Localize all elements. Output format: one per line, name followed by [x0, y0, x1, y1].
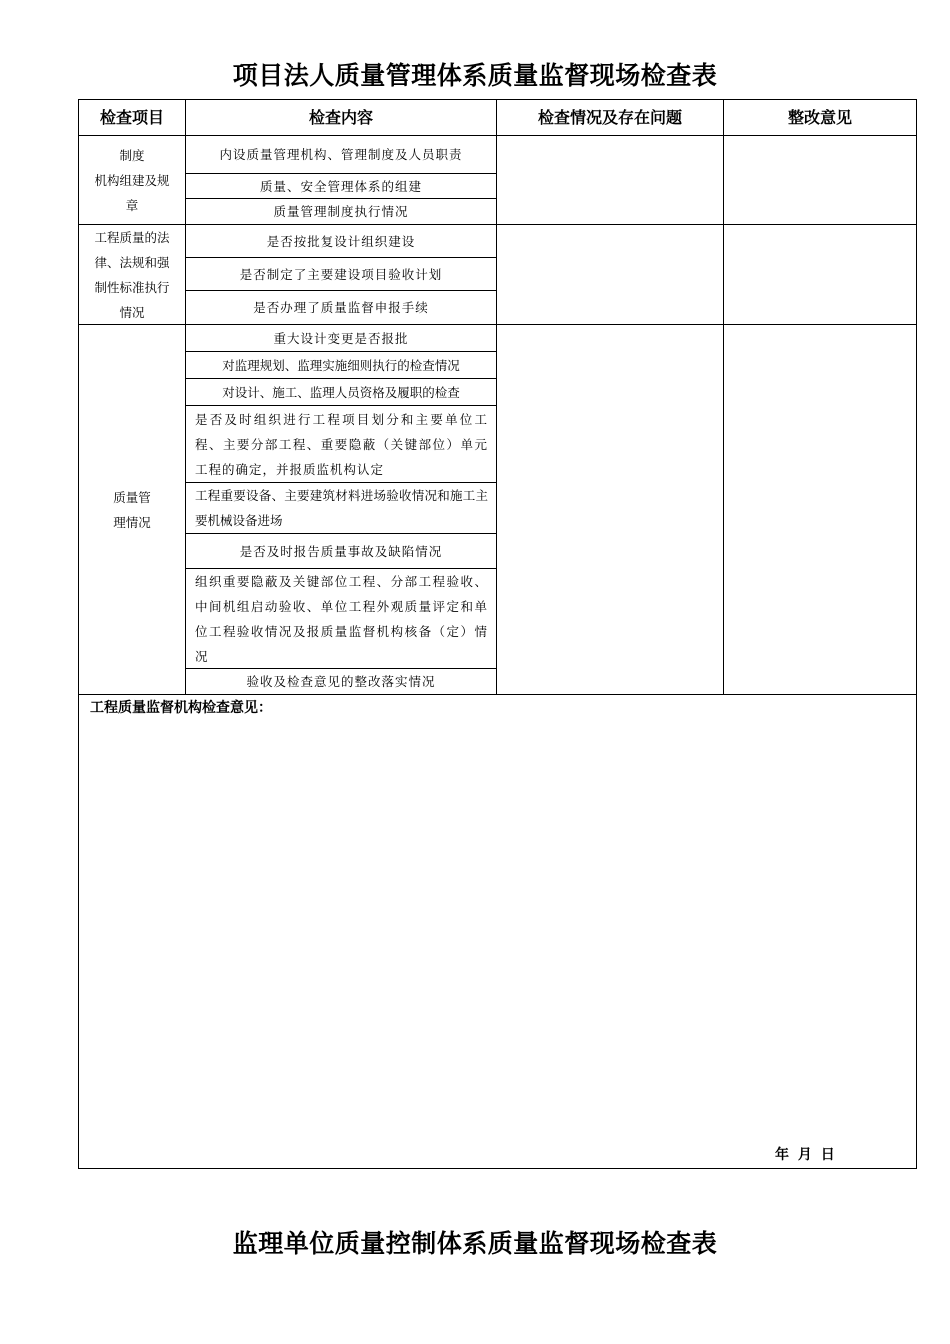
- check-item: 内设质量管理机构、管理制度及人员职责: [219, 147, 463, 162]
- row-divider: [78, 694, 917, 695]
- form-title: 项目法人质量管理体系质量监督现场检查表: [232, 61, 718, 90]
- next-form-title: 监理单位质量控制体系质量监督现场检查表: [232, 1229, 718, 1258]
- column-divider: [496, 99, 497, 695]
- header-rectification: 整改意见: [787, 108, 852, 127]
- check-item: 对监理规划、监理实施细则执行的检查情况: [222, 357, 460, 373]
- category-quality-management: 质量管 理情况: [113, 489, 151, 530]
- check-item: 质量、安全管理体系的组建: [259, 178, 422, 194]
- category-law-compliance: 工程质量的法 律、法规和强 制性标准执行 情况: [94, 229, 170, 320]
- date-field: 年 月 日: [775, 1147, 835, 1163]
- opinion-label: 工程质量监督机构检查意见：: [90, 700, 272, 716]
- header-check-item: 检查项目: [99, 108, 164, 127]
- check-item: 是否及时组织进行工程项目划分和主要单位工程、主要分部工程、重要隐蔽（关键部位）单元工程的确定，并报质监机构认定: [195, 411, 488, 477]
- category-institution: 制度 机构组建及规 章: [94, 147, 170, 213]
- check-item: 质量管理制度执行情况: [273, 204, 409, 219]
- check-item: 是否按批复设计组织建设: [266, 233, 416, 249]
- check-item: 是否办理了质量监督申报手续: [253, 300, 429, 315]
- check-item: 组织重要隐蔽及关键部位工程、分部工程验收、中间机组启动验收、单位工程外观质量评定和单位工程验收情况及报质量监督机构核备（定）情况: [195, 573, 488, 664]
- check-item: 对设计、施工、监理人员资格及履职的检查: [222, 384, 460, 400]
- check-item: 是否制定了主要建设项目验收计划: [239, 266, 443, 282]
- header-check-content: 检查内容: [308, 108, 373, 127]
- header-check-findings: 检查情况及存在问题: [537, 108, 682, 127]
- check-item: 验收及检查意见的整改落实情况: [246, 674, 436, 689]
- column-divider: [723, 99, 724, 695]
- check-item: 是否及时报告质量事故及缺陷情况: [239, 543, 443, 559]
- check-item: 重大设计变更是否报批: [273, 330, 409, 346]
- check-item: 工程重要设备、主要建筑材料进场验收情况和施工主要机械设备进场: [195, 488, 488, 528]
